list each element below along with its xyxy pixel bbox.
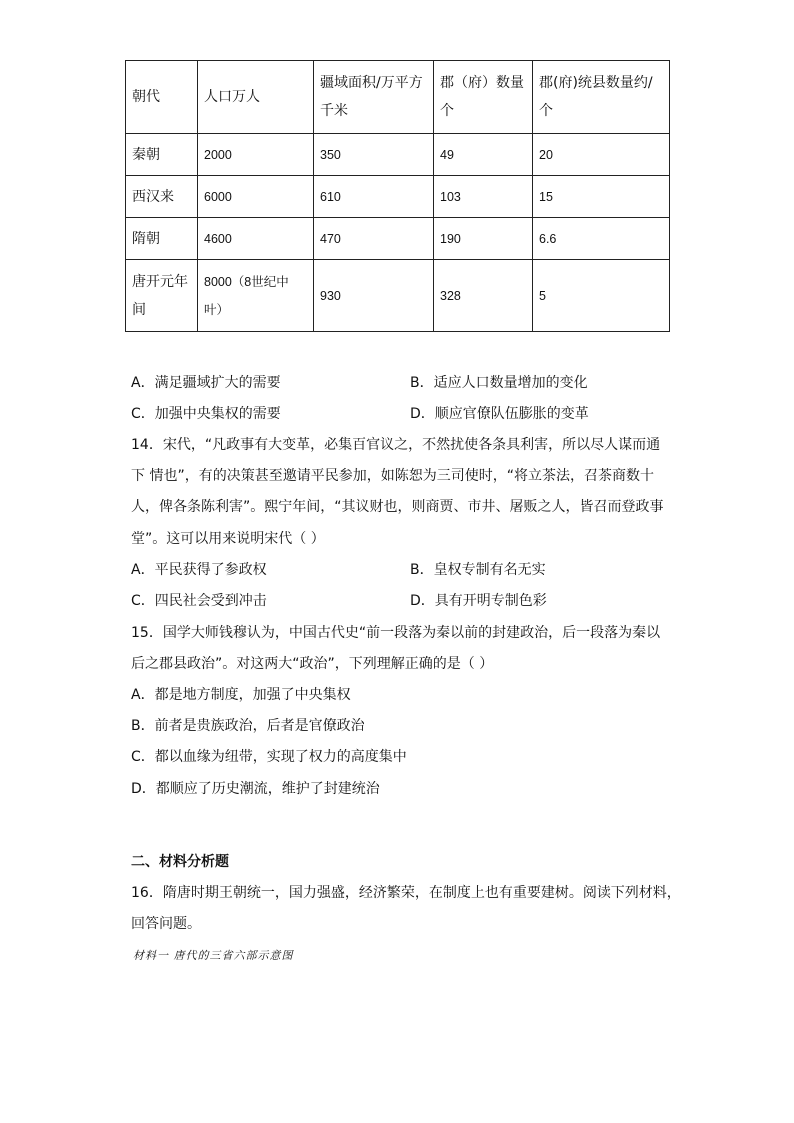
q15-stem-line: 15．国学大师钱穆认为，中国古代史“前一段落为秦以前的封建政治，后一段落为秦以 <box>131 625 661 641</box>
q14-stem-line: 下 情也”，有的决策甚至邀请平民参加，如陈恕为三司使时，“将立茶法，召茶商数十 <box>131 468 654 484</box>
header-cell-commanderies: 郡（府）数量 个 <box>434 61 533 134</box>
q15-option-a: A．都是地方制度，加强了中央集权 <box>131 687 351 703</box>
table-header-row <box>126 61 670 134</box>
q15-option-b: B．前者是贵族政治，后者是官僚政治 <box>131 718 365 734</box>
q14-option-b: B．皇权专制有名无实 <box>410 562 546 578</box>
table-row <box>126 218 670 260</box>
q14-stem-line: 堂”。这可以用来说明宋代（ ） <box>131 531 325 547</box>
counties-cell: 5 <box>533 260 670 332</box>
header-cell-area: 疆域面积/万平方 千米 <box>314 61 434 134</box>
population-cell: 8000（8世纪中 叶） <box>198 260 314 332</box>
table-row <box>126 260 670 332</box>
population-cell: 2000 <box>198 134 314 176</box>
header-cell-dynasty: 朝代 <box>126 61 198 134</box>
counties-cell: 20 <box>533 134 670 176</box>
table-row <box>126 134 670 176</box>
q15-option-d: D．都顺应了历史潮流，维护了封建统治 <box>131 781 380 797</box>
q14-stem-line: 14．宋代，“凡政事有大变革，必集百官议之，不然扰使各条具利害，所以尽人谋而通 <box>131 437 661 453</box>
population-cell: 4600 <box>198 218 314 260</box>
commanderies-cell: 49 <box>434 134 533 176</box>
dynasty-cell: 秦朝 <box>126 134 198 176</box>
q13-option-a: A．满足疆域扩大的需要 <box>131 375 281 391</box>
q14-option-d: D．具有开明专制色彩 <box>410 593 547 609</box>
dynasty-cell: 唐开元年 间 <box>126 260 198 332</box>
table-row <box>126 176 670 218</box>
q14-stem-line: 人，俾各条陈利害”。熙宁年间，“其议财也，则商贾、市井、屠贩之人，皆召而登政事 <box>131 499 664 515</box>
q15-option-c: C．都以血缘为纽带，实现了权力的高度集中 <box>131 749 407 765</box>
commanderies-cell: 190 <box>434 218 533 260</box>
dynasty-cell: 隋朝 <box>126 218 198 260</box>
header-cell-population: 人口万人 <box>198 61 314 134</box>
q13-option-d: D．顺应官僚队伍膨胀的变革 <box>410 406 589 422</box>
population-cell: 6000 <box>198 176 314 218</box>
dynasty-statistics-table <box>125 60 670 332</box>
area-cell: 350 <box>314 134 434 176</box>
header-cell-counties: 郡(府)统县数量约/ 个 <box>533 61 670 134</box>
counties-cell: 15 <box>533 176 670 218</box>
q16-stem-line: 回答问题。 <box>131 916 201 932</box>
section-title: 二、材料分析题 <box>131 854 229 870</box>
counties-cell: 6.6 <box>533 218 670 260</box>
area-cell: 610 <box>314 176 434 218</box>
area-cell: 470 <box>314 218 434 260</box>
q16-stem-line: 16．隋唐时期王朝统一，国力强盛，经济繁荣，在制度上也有重要建树。阅读下列材料， <box>131 885 681 901</box>
q14-option-c: C．四民社会受到冲击 <box>131 593 267 609</box>
q13-option-c: C．加强中央集权的需要 <box>131 406 281 422</box>
q13-option-b: B．适应人口数量增加的变化 <box>410 375 588 391</box>
area-cell: 930 <box>314 260 434 332</box>
dynasty-cell: 西汉来 <box>126 176 198 218</box>
q15-stem-line: 后之郡县政治”。对这两大“政治”，下列理解正确的是（ ） <box>131 656 494 672</box>
commanderies-cell: 328 <box>434 260 533 332</box>
material-caption: 材料一 唐代的三省六部示意图 <box>133 949 294 962</box>
commanderies-cell: 103 <box>434 176 533 218</box>
q14-option-a: A．平民获得了参政权 <box>131 562 267 578</box>
